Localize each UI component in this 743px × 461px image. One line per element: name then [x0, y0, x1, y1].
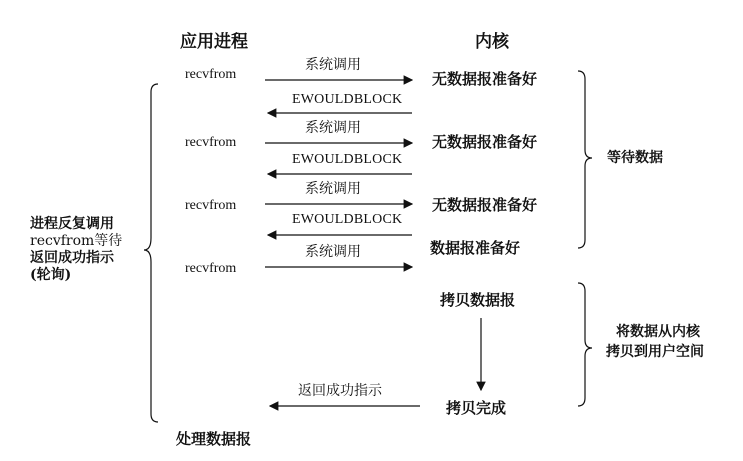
syscall-label-3: 系统调用: [305, 181, 361, 197]
left-brace: [144, 84, 158, 422]
ewouldblock-label-3: EWOULDBLOCK: [292, 212, 403, 227]
copy-brace: [578, 283, 592, 406]
app-process-header: 应用进程: [180, 32, 248, 52]
left-note-line-2: recvfrom等待: [30, 233, 123, 249]
copy-to-user-label-2: 拷贝到用户空间: [606, 344, 704, 360]
no-data-label-3: 无数据报准备好: [432, 196, 538, 214]
syscall-label-2: 系统调用: [305, 120, 361, 136]
recvfrom-call-3: recvfrom: [185, 198, 237, 213]
process-datagram-label: 处理数据报: [176, 430, 252, 448]
wait-brace: [578, 71, 592, 248]
recvfrom-call-1: recvfrom: [185, 67, 237, 82]
recvfrom-call-4: recvfrom: [185, 261, 237, 276]
no-data-label-2: 无数据报准备好: [432, 133, 538, 151]
ewouldblock-label-2: EWOULDBLOCK: [292, 152, 403, 167]
left-note-line-1: 进程反复调用: [30, 216, 114, 232]
copy-done-label: 拷贝完成: [446, 399, 507, 417]
wait-data-label: 等待数据: [607, 150, 663, 166]
copy-datagram-label: 拷贝数据报: [440, 291, 516, 309]
data-ready-label: 数据报准备好: [430, 239, 521, 257]
syscall-label-1: 系统调用: [305, 57, 361, 73]
left-note: [30, 216, 142, 284]
return-ok-label: 返回成功指示: [298, 383, 382, 399]
syscall-label-4: 系统调用: [305, 244, 361, 260]
left-note-line-3: 返回成功指示: [30, 250, 114, 266]
ewouldblock-label-1: EWOULDBLOCK: [292, 92, 403, 107]
kernel-header: 内核: [475, 32, 509, 52]
recvfrom-call-2: recvfrom: [185, 135, 237, 150]
no-data-label-1: 无数据报准备好: [432, 70, 538, 88]
copy-to-user-label-1: 将数据从内核: [616, 324, 700, 340]
left-note-line-4: (轮询): [30, 267, 72, 283]
